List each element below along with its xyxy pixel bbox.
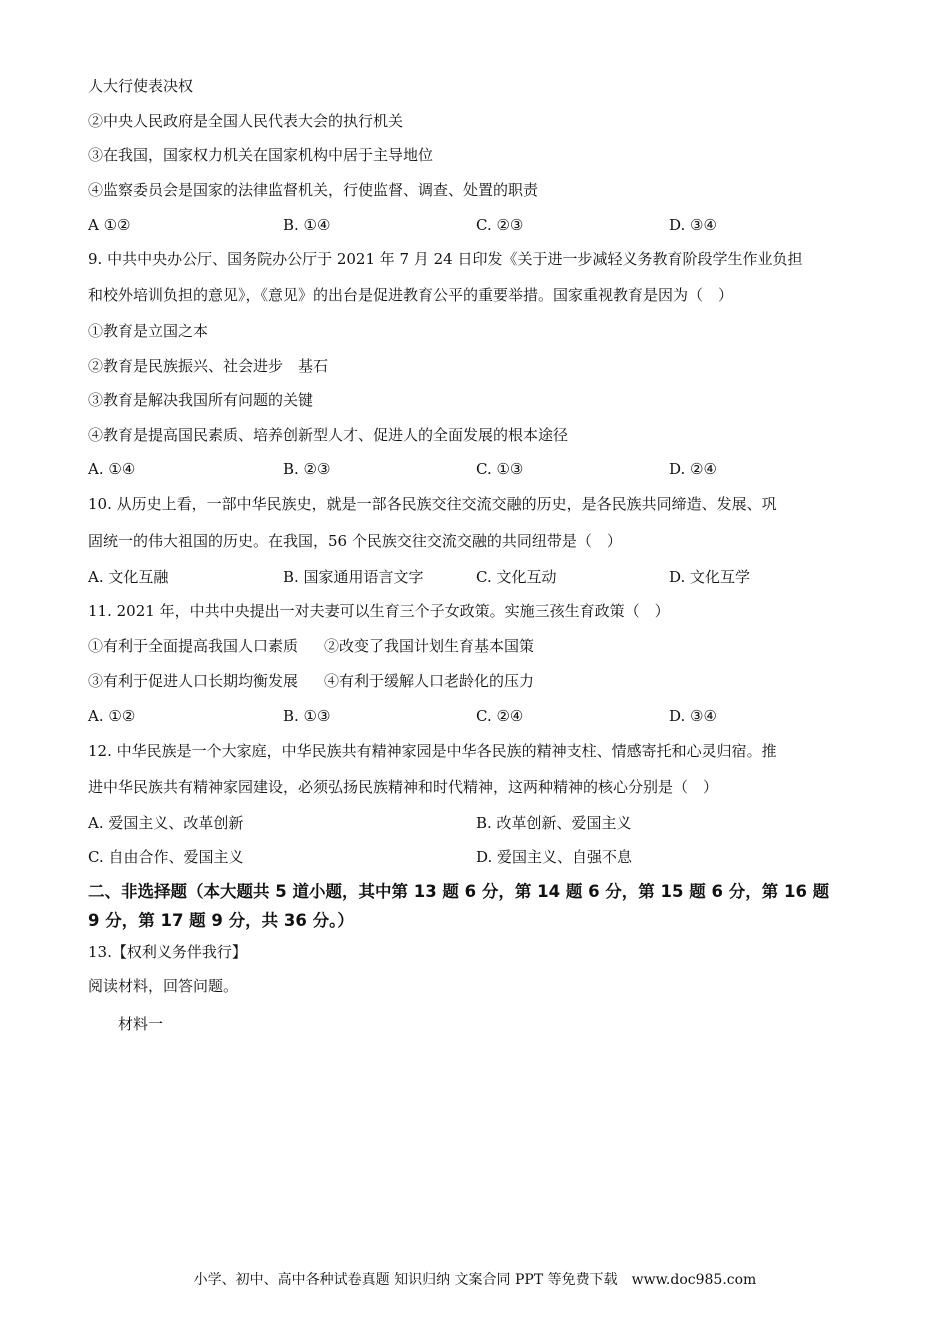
q10-stem-line-1: 10. 从历史上看，一部中华民族史，就是一部各民族交往交流交融的历史，是各民族共同缔造、发展、巩 bbox=[88, 495, 777, 513]
q11-stem: 11. 2021 年，中共中央提出一对夫妻可以生育三个子女政策。实施三孩生育政策（ ） bbox=[88, 602, 670, 620]
q9-statement-3: ③教育是解决我国所有问题的关键 bbox=[88, 391, 314, 409]
option-c: C. ①③ bbox=[476, 460, 524, 478]
option-b: B. ①③ bbox=[283, 707, 331, 725]
q11-statements-row-1 bbox=[88, 636, 534, 656]
option-b: B. 国家通用语言文字 bbox=[283, 568, 424, 586]
q11-statement-4: ④有利于缓解人口老龄化的压力 bbox=[324, 672, 535, 690]
option-d: D. 爱国主义、自强不息 bbox=[476, 848, 633, 866]
option-b: B. ②③ bbox=[283, 460, 331, 478]
q13-material-label: 材料一 bbox=[118, 1015, 164, 1033]
q9-statement-4: ④教育是提高国民素质、培养创新型人才、促进人的全面发展的根本途径 bbox=[88, 426, 569, 444]
option-a: A. 文化互融 bbox=[88, 568, 169, 586]
option-b: B. 改革创新、爱国主义 bbox=[476, 814, 632, 832]
q9-stem-line-1: 9. 中共中央办公厅、国务院办公厅于 2021 年 7 月 24 日印发《关于进一步减轻义务教育阶段学生作业负担 bbox=[88, 250, 803, 268]
statement-2: ②中央人民政府是全国人民代表大会的执行机关 bbox=[88, 112, 404, 130]
q9-stem-line-2: 和校外培训负担的意见》，《意见》的出台是促进教育公平的重要举措。国家重视教育是因为（ ） bbox=[88, 286, 734, 304]
q12-stem-line-1: 12. 中华民族是一个大家庭，中华民族共有精神家园是中华各民族的精神支柱、情感寄托和心灵归宿。推 bbox=[88, 742, 777, 760]
statement-3: ③在我国，国家权力机关在国家机构中居于主导地位 bbox=[88, 146, 434, 164]
option-d: D. 文化互学 bbox=[669, 568, 751, 586]
q11-statement-3: ③有利于促进人口长期均衡发展 bbox=[88, 672, 299, 690]
q11-statement-1: ①有利于全面提高我国人口素质 bbox=[88, 637, 299, 655]
option-a: A. ①④ bbox=[88, 460, 136, 478]
q11-statement-2: ②改变了我国计划生育基本国策 bbox=[324, 637, 535, 655]
q11-statements-row-2 bbox=[88, 671, 534, 691]
page-footer: 小学、初中、高中各种试卷真题 知识归纳 文案合同 PPT 等免费下载 www.doc985.com bbox=[193, 1272, 757, 1288]
option-b: B. ①④ bbox=[283, 216, 331, 234]
option-a: A. 爱国主义、改革创新 bbox=[88, 814, 244, 832]
q9-statement-1: ①教育是立国之本 bbox=[88, 322, 209, 340]
option-d: D. ②④ bbox=[669, 460, 717, 478]
option-c: C. 自由合作、爱国主义 bbox=[88, 848, 244, 866]
q10-stem-line-2: 固统一的伟大祖国的历史。在我国，56 个民族交往交流交融的共同纽带是（ ） bbox=[88, 532, 622, 550]
option-c: C. ②④ bbox=[476, 707, 524, 725]
q13-instruction: 阅读材料，回答问题。 bbox=[88, 977, 239, 995]
option-d: D. ③④ bbox=[669, 216, 717, 234]
option-c: C. 文化互动 bbox=[476, 568, 557, 586]
section-heading-line-1: 二、非选择题（本大题共 5 道小题，其中第 13 题 6 分，第 14 题 6 分，第 15 题 6 分，第 16 题 bbox=[88, 882, 830, 901]
section-heading-line-2: 9 分，第 17 题 9 分，共 36 分。） bbox=[88, 911, 354, 930]
option-a: A. ①② bbox=[88, 707, 136, 725]
statement-4: ④监察委员会是国家的法律监督机关，行使监督、调查、处置的职责 bbox=[88, 181, 539, 199]
q12-stem-line-2: 进中华民族共有精神家园建设，必须弘扬民族精神和时代精神，这两种精神的核心分别是（ ） bbox=[88, 778, 719, 796]
option-c: C. ②③ bbox=[476, 216, 524, 234]
q13-title: 13.【权利义务伴我行】 bbox=[88, 943, 247, 961]
text-line: 人大行使表决权 bbox=[88, 77, 194, 95]
option-d: D. ③④ bbox=[669, 707, 717, 725]
option-a: A ①② bbox=[88, 216, 131, 234]
q9-statement-2: ②教育是民族振兴、社会进步 基石 bbox=[88, 357, 329, 375]
